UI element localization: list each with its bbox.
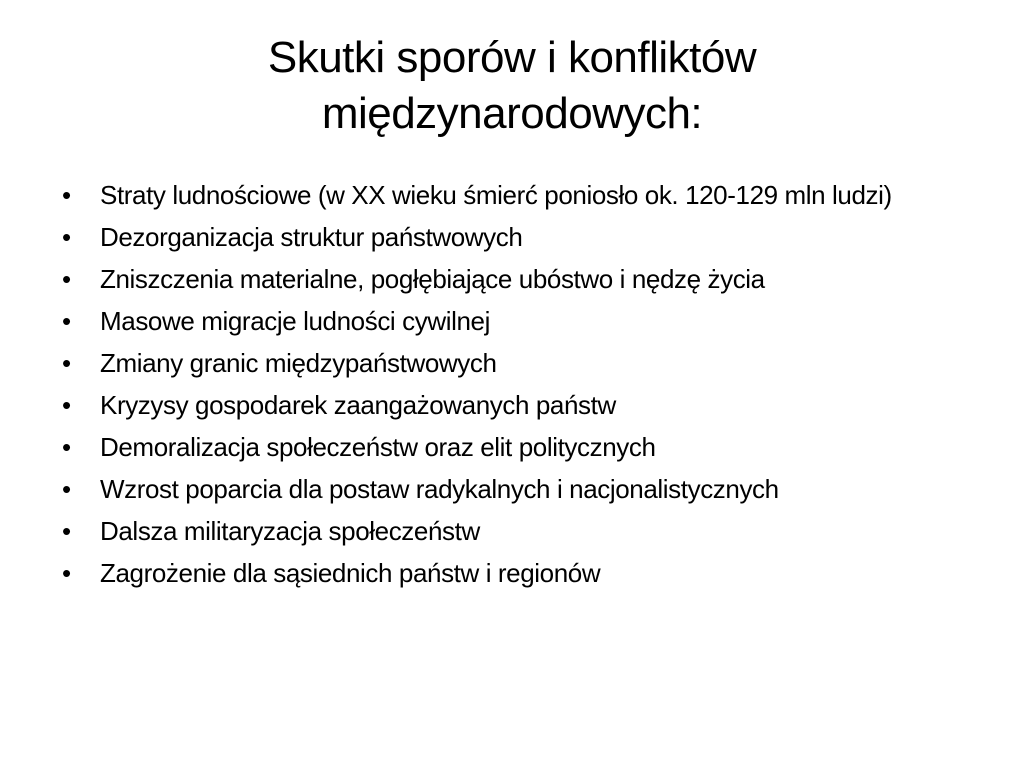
bullet-text: Masowe migracje ludności cywilnej [100,306,490,336]
slide-title-line-2: międzynarodowych: [321,89,703,138]
bullet-item-8 [62,472,962,506]
slide-title [60,30,964,142]
bullet-item-2 [62,220,962,254]
bullet-text: Kryzysy gospodarek zaangażowanych państw [100,390,616,420]
bullet-icon: • [62,222,71,252]
bullet-item-3 [62,262,962,296]
bullet-text: Zmiany granic międzypaństwowych [100,348,497,378]
bullet-item-5 [62,346,962,380]
bullet-icon: • [62,516,71,546]
bullet-item-9 [62,514,962,548]
bullet-icon: • [62,264,71,294]
bullet-text: Straty ludnościowe (w XX wieku śmierć poniosło ok. 120-129 mln ludzi) [100,180,892,210]
bullet-text: Wzrost poparcia dla postaw radykalnych i nacjonalistycznych [100,474,779,504]
bullet-item-7 [62,430,962,464]
bullet-text: Zagrożenie dla sąsiednich państw i regionów [100,558,601,588]
bullet-icon: • [62,474,71,504]
bullet-text: Dezorganizacja struktur państwowych [100,222,523,252]
bullet-icon: • [62,558,71,588]
bullet-text: Demoralizacja społeczeństw oraz elit politycznych [100,432,656,462]
bullet-item-10 [62,556,962,590]
slide-title-line-1: Skutki sporów i konfliktów [267,33,757,82]
bullet-item-6 [62,388,962,422]
bullet-icon: • [62,348,71,378]
bullet-item-1 [62,178,962,212]
bullet-item-4 [62,304,962,338]
bullet-icon: • [62,306,71,336]
bullet-list [62,178,962,598]
bullet-icon: • [62,390,71,420]
bullet-icon: • [62,432,71,462]
bullet-text: Dalsza militaryzacja społeczeństw [100,516,480,546]
bullet-icon: • [62,180,71,210]
bullet-text: Zniszczenia materialne, pogłębiające ubóstwo i nędzę życia [100,264,765,294]
